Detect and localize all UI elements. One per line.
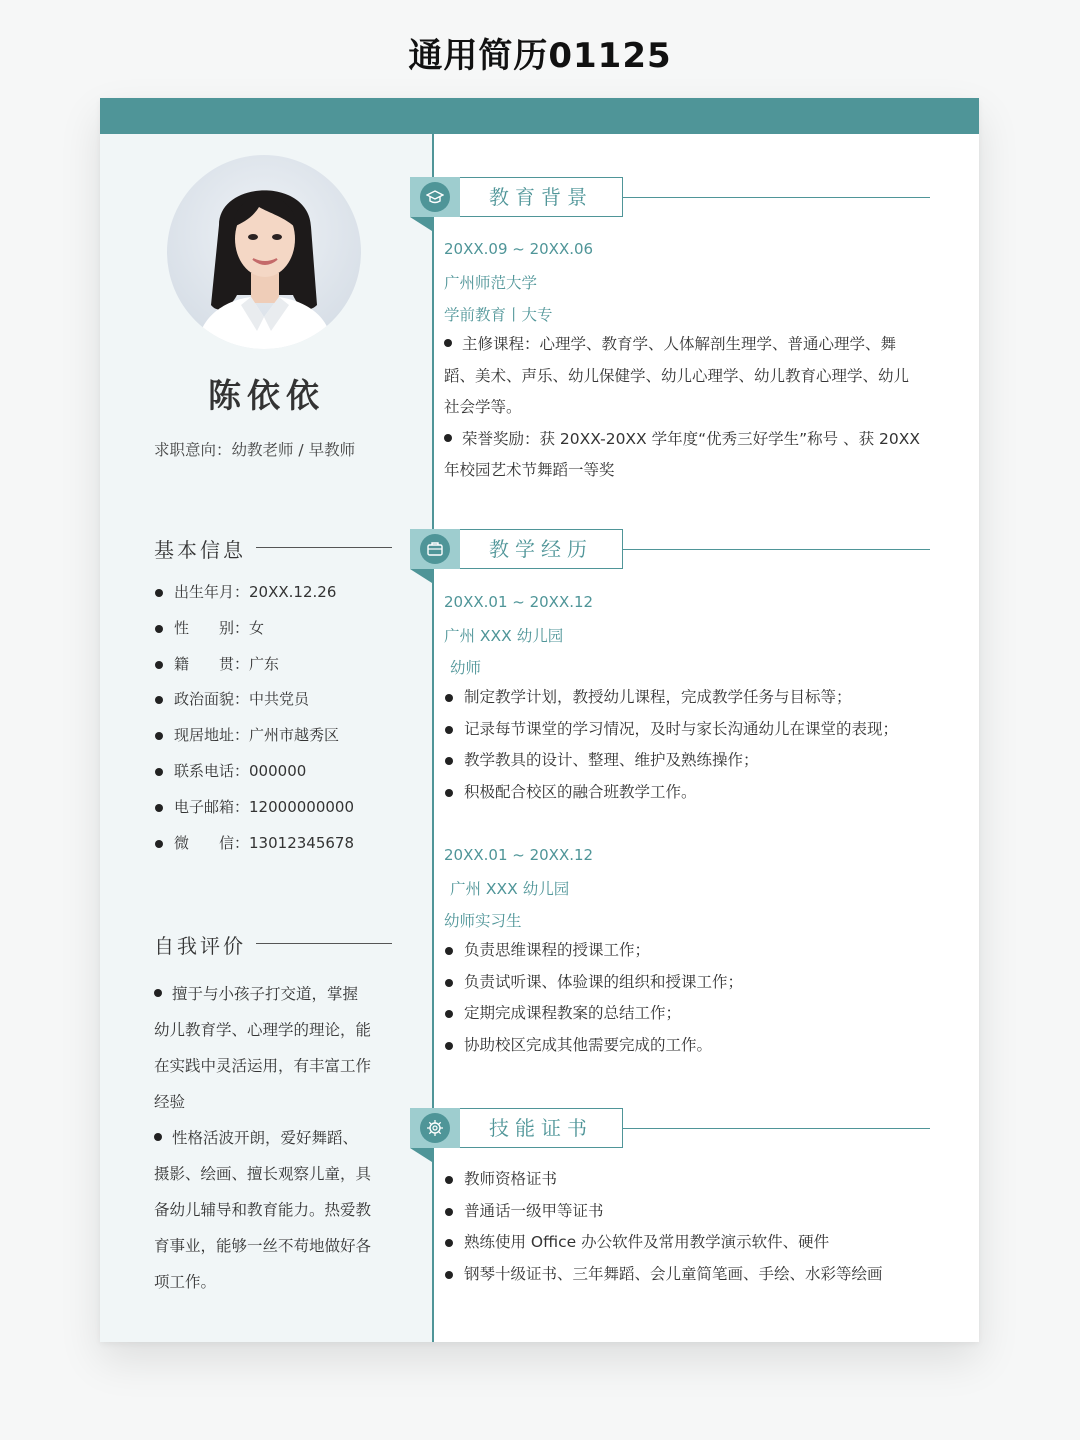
job1-org: 广州 XXX 幼儿园	[444, 627, 564, 645]
basic-info-list	[154, 578, 354, 864]
gear-icon	[420, 1113, 450, 1143]
list-item: 熟练使用 Office 办公软件及常用教学演示软件、硬件	[444, 1227, 934, 1259]
list-item: 协助校区完成其他需要完成的工作。	[444, 1030, 934, 1062]
info-item: 籍 贯：广东	[154, 650, 354, 686]
job2-org: 广州 XXX 幼儿园	[450, 880, 570, 898]
education-heading: 教育背景	[460, 177, 623, 217]
page-title: 通用简历01125	[408, 36, 672, 76]
self-eval-rule	[256, 943, 392, 944]
top-color-bar	[100, 98, 979, 134]
list-item: 记录每节课堂的学习情况，及时与家长沟通幼儿在课堂的表现；	[444, 714, 934, 746]
briefcase-icon	[420, 534, 450, 564]
skills-section-header	[410, 1108, 930, 1168]
education-courses: 主修课程：心理学、教育学、人体解剖生理学、普通心理学、舞 蹈、美术、声乐、幼儿保健学、幼儿心理学、幼儿教育心理学、幼儿 社会学等。 荣誉奖励：获 20XX-20XX 学年度“优秀三好学生”称号 、获 20XX 年校园艺术节舞蹈一等奖	[444, 329, 930, 487]
avatar	[167, 155, 361, 349]
skills-list	[444, 1164, 934, 1290]
list-item: 积极配合校区的融合班教学工作。	[444, 777, 934, 809]
education-school: 广州师范大学	[444, 274, 538, 292]
list-item: 教学教具的设计、整理、维护及熟练操作；	[444, 745, 934, 777]
basic-info-rule	[256, 547, 392, 548]
self-eval-text: 擅于与小孩子打交道，掌握 幼儿教育学、心理学的理论，能 在实践中灵活运用，有丰富工作 经验 性格活波开朗，爱好舞蹈、 摄影、绘画、擅长观察儿童，具 备幼儿辅导和教育能力。热爱教 育事业，能够一丝不苟地做好各 项工作。	[154, 976, 384, 1300]
experience-section-header	[410, 529, 930, 589]
list-item: 定期完成课程教案的总结工作；	[444, 998, 934, 1030]
info-item: 政治面貌：中共党员	[154, 685, 354, 721]
list-item: 制定教学计划，教授幼儿课程，完成教学任务与目标等；	[444, 682, 934, 714]
job-intent: 求职意向：幼教老师 / 早教师	[154, 441, 356, 459]
job2-role: 幼师实习生	[444, 912, 522, 930]
graduation-cap-icon	[420, 182, 450, 212]
list-item: 钢琴十级证书、三年舞蹈、会儿童简笔画、手绘、水彩等绘画	[444, 1259, 934, 1291]
list-item: 教师资格证书	[444, 1164, 934, 1196]
self-eval-heading: 自我评价	[154, 934, 246, 958]
info-item: 联系电话：000000	[154, 757, 354, 793]
job1-date: 20XX.01 ~ 20XX.12	[444, 593, 594, 611]
job2-date: 20XX.01 ~ 20XX.12	[444, 846, 594, 864]
job1-role: 幼师	[450, 659, 482, 677]
info-item: 现居地址：广州市越秀区	[154, 721, 354, 757]
list-item: 负责思维课程的授课工作；	[444, 935, 934, 967]
info-item: 出生年月：20XX.12.26	[154, 578, 354, 614]
resume-sheet	[100, 98, 979, 1342]
basic-info-heading: 基本信息	[154, 538, 246, 562]
list-item: 负责试听课、体验课的组织和授课工作；	[444, 967, 934, 999]
candidate-name: 陈依依	[208, 376, 325, 415]
list-item: 普通话一级甲等证书	[444, 1196, 934, 1228]
skills-heading: 技能证书	[460, 1108, 623, 1148]
education-date: 20XX.09 ~ 20XX.06	[444, 240, 594, 258]
info-item: 微 信：13012345678	[154, 829, 354, 865]
job1-duties	[444, 682, 934, 808]
experience-heading: 教学经历	[460, 529, 623, 569]
education-major: 学前教育丨大专	[444, 306, 553, 324]
education-section-header	[410, 177, 930, 237]
job2-duties	[444, 935, 934, 1061]
info-item: 性 别：女	[154, 614, 354, 650]
info-item: 电子邮箱：12000000000	[154, 793, 354, 829]
